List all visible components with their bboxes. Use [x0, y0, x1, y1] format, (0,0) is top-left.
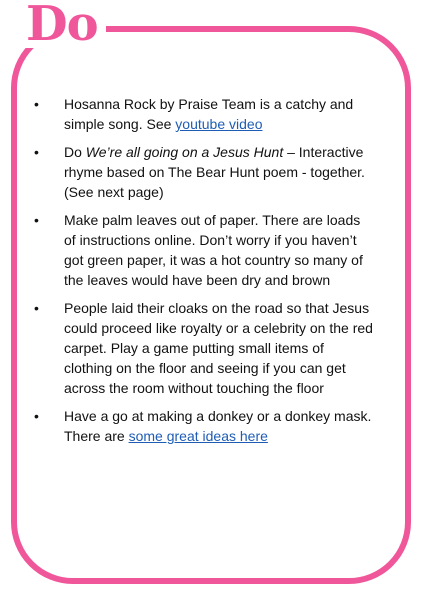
item-text: Do [64, 144, 86, 160]
item-text: – Interactive rhyme based on The Bear Hunt poem - together. (See next page) [64, 144, 365, 200]
donkey-ideas-link[interactable]: some great ideas here [128, 428, 268, 444]
item-text: Make palm leaves out of paper. There are loads of instructions online. Don’t worry if you haven’t got green paper, it was a hot country so many of the leaves would have been dry and brown [64, 212, 363, 288]
item-text: Hosanna Rock by Praise Team is a catchy and simple song. See [64, 96, 354, 132]
item-text: Have a go at making a donkey or a donkey mask. There are [64, 408, 372, 444]
bullet-icon: • [34, 96, 39, 112]
list-item [34, 406, 374, 446]
list-item [34, 210, 374, 290]
item-text: People laid their cloaks on the road so that Jesus could proceed like royalty or a celebrity on the red carpet. Play a game putting small items of clothing on the floor and seeing if you can get across the room without touching the floor [64, 300, 373, 396]
list-item [34, 142, 374, 202]
page-heading: Do [20, 0, 106, 48]
bullet-icon: • [34, 212, 39, 228]
bullet-icon: • [34, 408, 39, 424]
activity-list [34, 94, 374, 454]
list-item [34, 94, 374, 134]
bullet-icon: • [34, 144, 39, 160]
rhyme-title: We’re all going on a Jesus Hunt [85, 144, 284, 160]
bullet-icon: • [34, 300, 39, 316]
youtube-video-link[interactable]: youtube video [175, 116, 263, 132]
list-item [34, 298, 374, 398]
